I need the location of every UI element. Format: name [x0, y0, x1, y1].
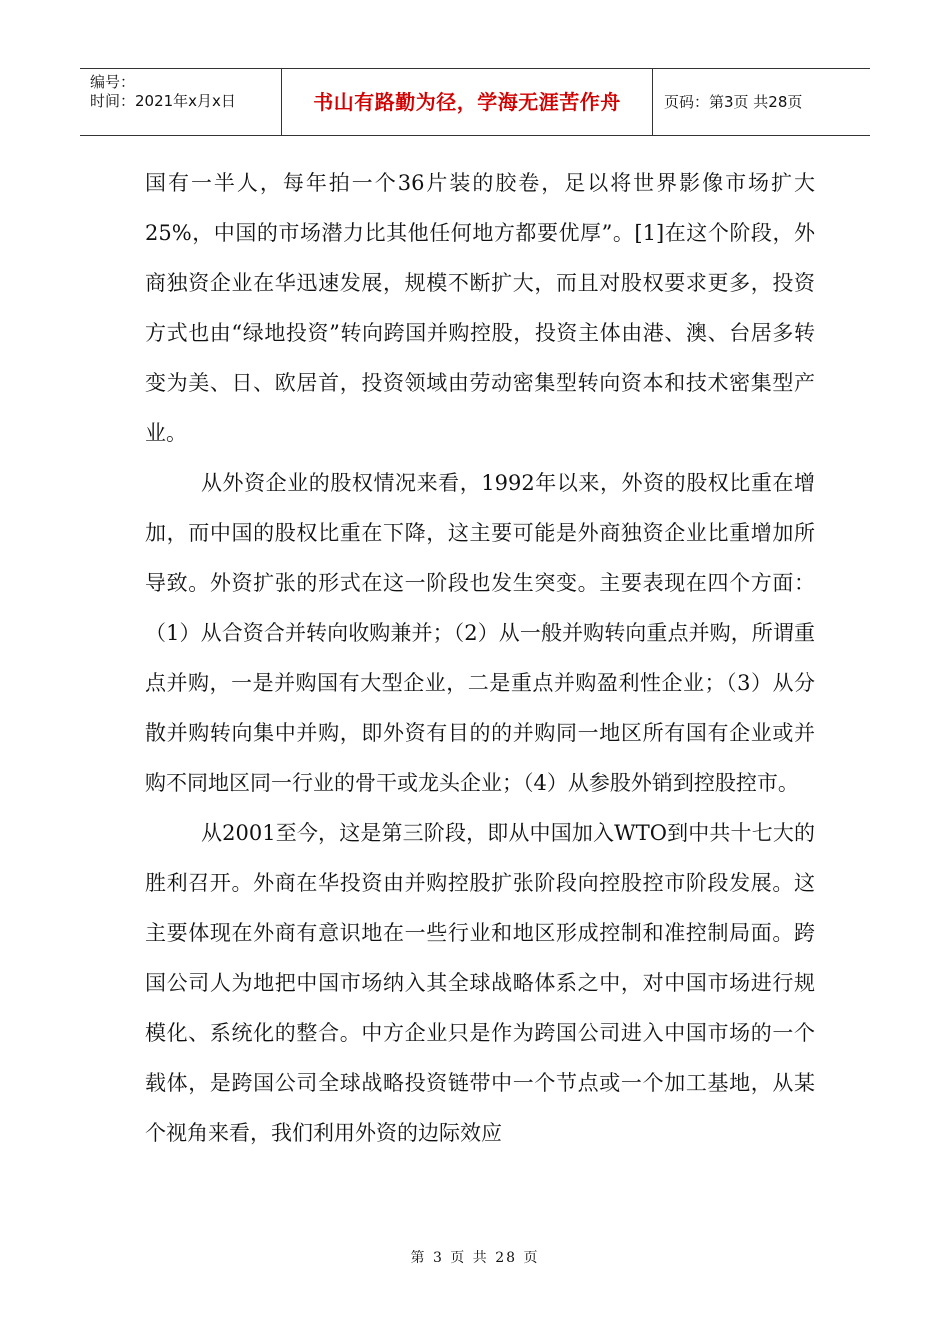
body-paragraph-2: 从外资企业的股权情况来看，1992年以来，外资的股权比重在增加，而中国的股权比重在下降，这主要可能是外商独资企业比重增加所导致。外资扩张的形式在这一阶段也发生突变。主要表现在四个方面：（1）从合资合并转向收购兼并；（2）从一般并购转向重点并购，所谓重点并购，一是并购国有大型企业，二是重点并购盈利性企业；（3）从分散并购转向集中并购，即外资有目的的并购同一地区所有国有企业或并购不同地区同一行业的骨干或龙头企业；（4）从参股外销到控股控市。: [145, 471, 815, 795]
header-page-number: 页码：第3页 共28页: [664, 93, 803, 111]
page-footer: 第 3 页 共 28 页: [410, 1250, 540, 1266]
header-meta: [80, 69, 282, 135]
document-date: 时间：2021年x月x日: [90, 92, 236, 110]
page-header: [80, 68, 870, 136]
body-paragraph-1: 国有一半人，每年拍一个36片装的胶卷，足以将世界影像市场扩大25%，中国的市场潜力比其他任何地方都要优厚”。[1]在这个阶段，外商独资企业在华迅速发展，规模不断扩大，而且对股权要求更多，投资方式也由“绿地投资”转向跨国并购控股，投资主体由港、澳、台居多转变为美、日、欧居首，投资领域由劳动密集型转向资本和技术密集型产业。: [145, 171, 815, 445]
document-body: [145, 158, 815, 1158]
body-paragraph-3: 从2001至今，这是第三阶段，即从中国加入WTO到中共十七大的胜利召开。外商在华投资由并购控股扩张阶段向控股控市阶段发展。这主要体现在外商有意识地在一些行业和地区形成控制和准控制局面。跨国公司人为地把中国市场纳入其全球战略体系之中，对中国市场进行规模化、系统化的整合。中方企业只是作为跨国公司进入中国市场的一个载体，是跨国公司全球战略投资链带中一个节点或一个加工基地，从某个视角来看，我们利用外资的边际效应: [145, 821, 815, 1145]
document-number-label: 编号：: [90, 73, 136, 91]
header-motto: 书山有路勤为径，学海无涯苦作舟: [282, 69, 653, 135]
